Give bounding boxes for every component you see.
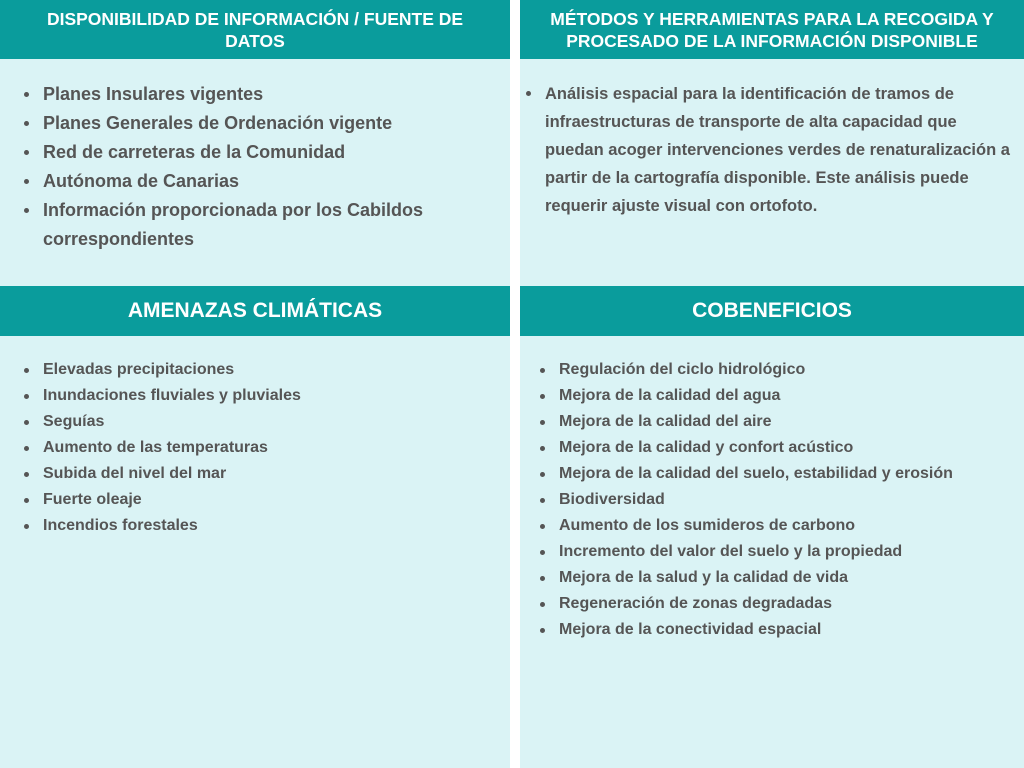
list-item: Planes Insulares vigentes [24, 80, 494, 109]
list-item: Inundaciones fluviales y pluviales [24, 383, 494, 409]
list-item: Mejora de la calidad del agua [540, 383, 1010, 409]
list-item: Aumento de los sumideros de carbono [540, 513, 1010, 539]
methods-panel [520, 0, 1024, 286]
header-line: MÉTODOS Y HERRAMIENTAS PARA LA RECOGIDA Y [550, 8, 994, 29]
list-item: Seguías [24, 409, 494, 435]
list-item: Planes Generales de Ordenación vigente [24, 109, 494, 138]
list-item: Análisis espacial para la identificación de tramos de infraestructuras de transporte de alta capacidad que puedan acoger intervenciones verdes de renaturalización a partir de la cartografía disponible. Este análisis puede requerir ajuste visual con ortofoto. [526, 80, 1016, 220]
list-item: Regeneración de zonas degradadas [540, 591, 1010, 617]
header-line: AMENAZAS CLIMÁTICAS [127, 299, 383, 322]
header-line: COBENEFICIOS [692, 299, 852, 322]
list-item: Incremento del valor del suelo y la propiedad [540, 539, 1010, 565]
list-item: Red de carreteras de la Comunidad [24, 138, 494, 167]
header-line: DISPONIBILIDAD DE INFORMACIÓN / FUENTE DE [46, 8, 464, 29]
list-item: Mejora de la conectividad espacial [540, 617, 1010, 643]
cobenefits-list [540, 357, 1010, 643]
climate-threats-panel [0, 286, 510, 768]
header-line: PROCESADO DE LA INFORMACIÓN DISPONIBLE [566, 30, 978, 51]
list-item: Mejora de la calidad del aire [540, 409, 1010, 435]
list-item: Fuerte oleaje [24, 487, 494, 513]
header-line: DATOS [225, 30, 285, 51]
cobenefits-header [520, 286, 1024, 336]
methods-header [520, 0, 1024, 59]
data-sources-panel [0, 0, 510, 286]
list-item: Información proporcionada por los Cabildos correspondientes [24, 196, 494, 254]
data-sources-header [0, 0, 510, 59]
list-item: Autónoma de Canarias [24, 167, 494, 196]
data-sources-list [24, 80, 494, 254]
climate-threats-list [24, 357, 494, 539]
list-item: Mejora de la calidad y confort acústico [540, 435, 1010, 461]
list-item: Mejora de la calidad del suelo, estabilidad y erosión [540, 461, 1010, 487]
list-item: Biodiversidad [540, 487, 1010, 513]
list-item: Subida del nivel del mar [24, 461, 494, 487]
list-item: Elevadas precipitaciones [24, 357, 494, 383]
list-item: Mejora de la salud y la calidad de vida [540, 565, 1010, 591]
list-item: Aumento de las temperaturas [24, 435, 494, 461]
methods-list [526, 80, 1016, 220]
list-item: Incendios forestales [24, 513, 494, 539]
list-item: Regulación del ciclo hidrológico [540, 357, 1010, 383]
cobenefits-panel [520, 286, 1024, 768]
climate-threats-header [0, 286, 510, 336]
